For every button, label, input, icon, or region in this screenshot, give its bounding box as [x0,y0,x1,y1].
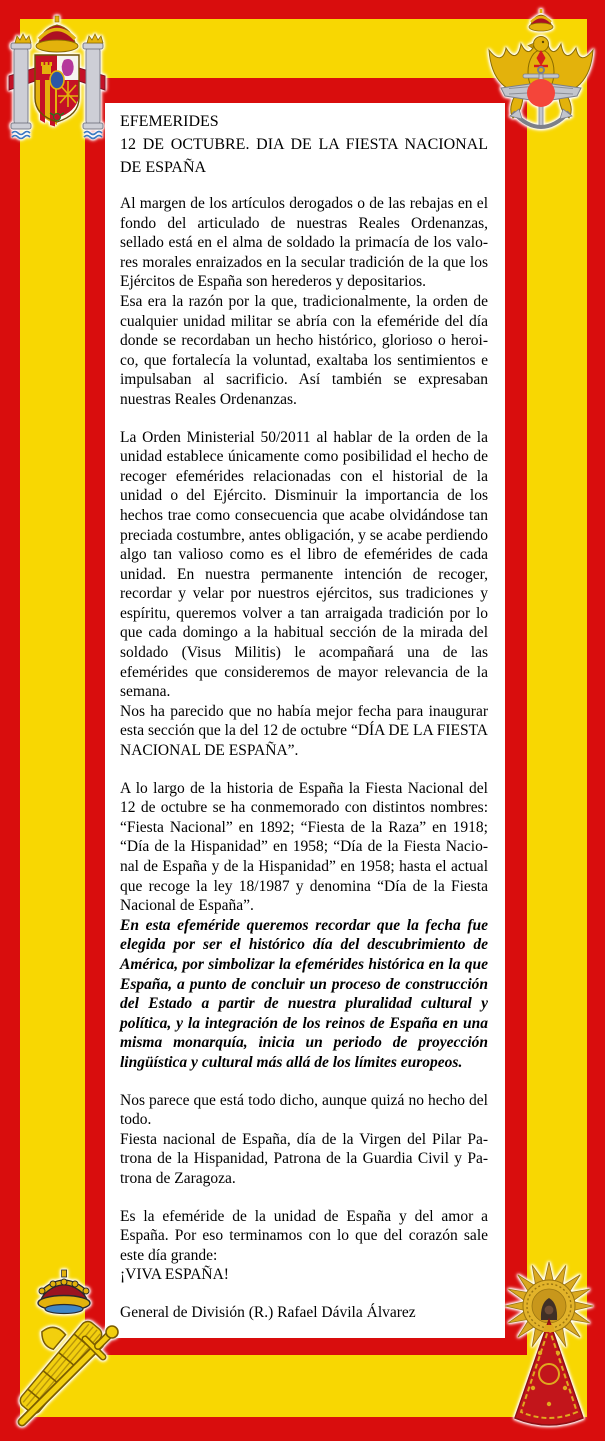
title-line-2: 12 DE OCTUBRE. DIA DE LA FIESTA NACIONAL [120,136,488,153]
title-line-3: DE ESPAÑA [120,159,207,176]
paragraph: Esa era la razón por la que, tradicionalmente, la orden de cualquier unidad militar se abría con la efeméride del día donde se recordaban un hecho histórico, glorioso o heroico, que fortalecía la voluntad, exaltaba los sentimientos e impulsaban al sacrificio. Así también se expresaban nuestras Reales Ordenanzas. [120,292,488,408]
document-body [105,103,505,1338]
paragraph: Es la efeméride de la unidad de España y del amor a España. Por eso terminamos con lo que del corazón sale este día grande: [120,1207,488,1264]
paragraph: A lo largo de la historia de España la Fiesta Nacional del 12 de octubre se ha conmemorado con distintos nombres: “Fiesta Nacional” en 1892; “Fiesta de la Raza” en 1918; “Día de la Hispanidad” en 1958; “Día de la Fiesta Nacional de España y de la Hispanidad” en 1958; hasta el actual que recoge la ley 18/1987 y denomina “Día de la Fiesta Nacional de España”. [120,779,488,915]
paragraph: Nos ha parecido que no había mejor fecha para inaugurar esta sección que la del 12 de octubre “DÍA DE LA FIESTA NACIONAL DE ESPAÑA”. [120,702,488,760]
paragraph-group-3 [120,779,488,1073]
spain-coat-of-arms-icon [8,12,106,162]
document-title [120,110,488,179]
viva-espana-line: ¡VIVA ESPAÑA! [120,1266,229,1284]
paragraph-group-5 [120,1207,488,1285]
paragraph-group-4 [120,1091,488,1189]
title-line-1: EFEMERIDES [120,113,219,130]
signature: General de División (R.) Rafael Dávila Álvarez [120,1303,416,1321]
paragraph-group-2 [120,428,488,761]
paragraph: Nos parece que está todo dicho, aunque quizá no hecho del todo. [120,1091,488,1129]
paragraph: Al margen de los artículos derogados o de las rebajas en el fondo del articulado de nuestras Reales Ordenanzas, sellado está en el alma de soldado la primacía de los valores morales enraizados en la secular tradición de la que los Ejércitos de España son herederos y depositarios. [120,195,488,291]
guardia-civil-emblem-icon [2,1262,134,1437]
paragraph: La Orden Ministerial 50/2011 al hablar de la orden de la unidad establece únicamente como posibilidad el hecho de recoger efemérides relacionadas con el historial de la unidad o del Ejército. Disminuir la importancia de los hechos trae como consecuencia que acabe olvidándose tan preciada costumbre, antes obligación, y se acabe perdiendo algo tan valioso como es el libro de efemérides de cada unidad. En nuestra permanente intención de recoger, recordar y velar por nuestros ejércitos, sus tradiciones y espíritu, queremos volver a tan arraigada tradición por lo que cada domingo a la habitual sección de la mirada del soldado (Visus Militis) le acompañará una de las efemérides que consideremos de mayor relevancia de la semana. [120,428,488,701]
virgen-del-pilar-icon [497,1256,599,1436]
paragraph: Fiesta nacional de España, día de la Virgen del Pilar Patrona de la Hispanidad, Patrona de la Guardia Civil y Patrona de Zaragoza. [120,1130,488,1187]
paragraph-emphasis: En esta efeméride queremos recordar que la fecha fue elegida por ser el histórico día del descubrimiento de América, por simbolizar la efemérides histórica en la que España, a punto de concluir un proceso de construcción del Estado a partir de nuestra pluralidad cultural y política, y la integración de los reinos de España en una misma monarquía, inicia un periodo de proyección lingüística y cultural más allá de los límites europeos. [120,916,488,1071]
armed-forces-eagle-icon [483,8,599,158]
paragraph-group-1 [120,194,488,410]
